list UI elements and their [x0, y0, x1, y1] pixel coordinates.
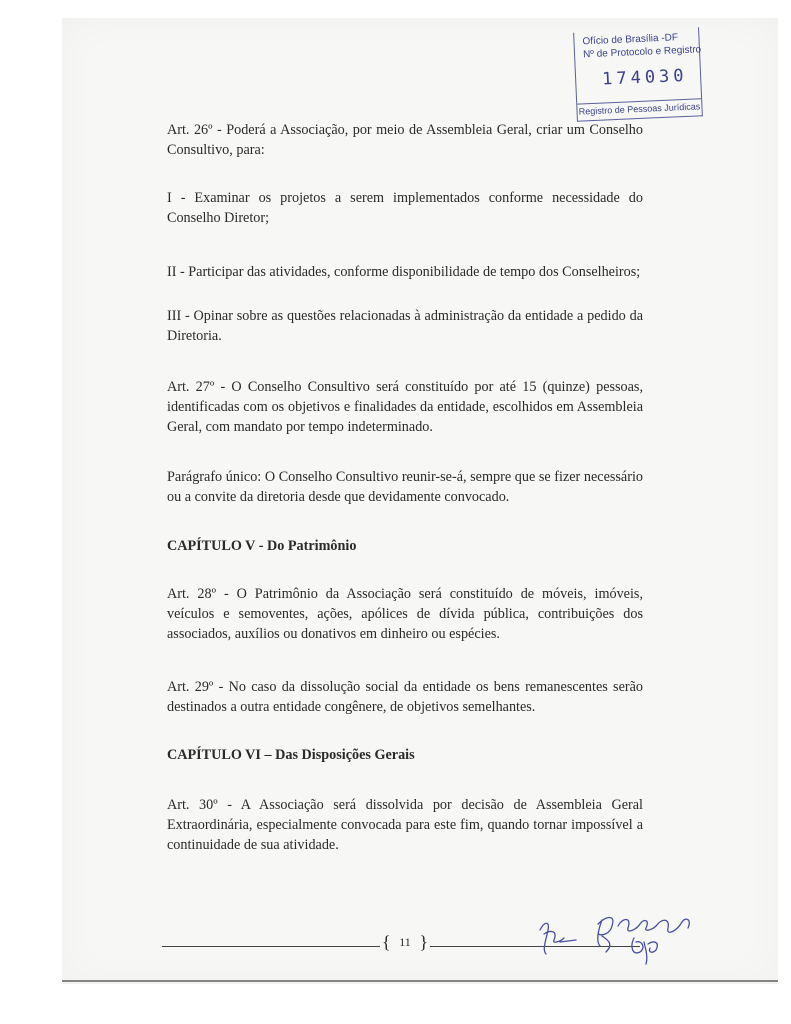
registry-stamp — [573, 27, 703, 121]
chapter-5-heading: CAPÍTULO V - Do Patrimônio — [167, 538, 357, 554]
stamp-protocol-number: 174030 — [601, 65, 688, 90]
article-26-intro: Art. 26º - Poderá a Associação, por meio de Assembleia Geral, criar um Conselho Consultivo, para: — [167, 122, 643, 158]
handwritten-signatures — [536, 900, 726, 970]
page-bottom-edge — [62, 980, 778, 982]
article-28: Art. 28º - O Patrimônio da Associação será constituído de móveis, imóveis, veículos e semoventes, ações, apólices de dívida pública, contribuições dos associados, auxílios ou donativos em dinheiro ou espécies. — [167, 586, 643, 642]
stamp-registry-label: Registro de Pessoas Jurídicas — [577, 98, 701, 116]
article-30: Art. 30º - A Associação será dissolvida por decisão de Assembleia Geral Extraordinária, especialmente convocada para este fim, quando tornar impossível a continuidade de sua atividade. — [167, 797, 643, 853]
article-26-item-3: III - Opinar sobre as questões relacionadas à administração da entidade a pedido da Diretoria. — [167, 308, 643, 344]
article-27-sole-paragraph: Parágrafo único: O Conselho Consultivo reunir-se-á, sempre que se fizer necessário ou a convite da diretoria desde que devidamente convocado. — [167, 469, 643, 505]
page-number: { 11 } — [382, 935, 428, 950]
stamp-office-label: Ofício de Brasília -DF — [582, 32, 679, 48]
article-26-item-2: II - Participar das atividades, conforme disponibilidade de tempo dos Conselheiros; — [167, 264, 641, 280]
article-29: Art. 29º - No caso da dissolução social da entidade os bens remanescentes serão destinados a outra entidade congênere, de objetivos semelhantes. — [167, 679, 643, 715]
chapter-6-heading: CAPÍTULO VI – Das Disposições Gerais — [167, 747, 415, 763]
footer-rule-left — [162, 946, 380, 947]
stamp-protocol-label: Nº de Protocolo e Registro — [582, 44, 702, 61]
article-26-item-1: I - Examinar os projetos a serem implementados conforme necessidade do Conselho Diretor; — [167, 190, 643, 226]
article-27: Art. 27º - O Conselho Consultivo será constituído por até 15 (quinze) pessoas, identificadas com os objetivos e finalidades da entidade, escolhidos em Assembleia Geral, com mandato por tempo indeterminado. — [167, 379, 643, 435]
